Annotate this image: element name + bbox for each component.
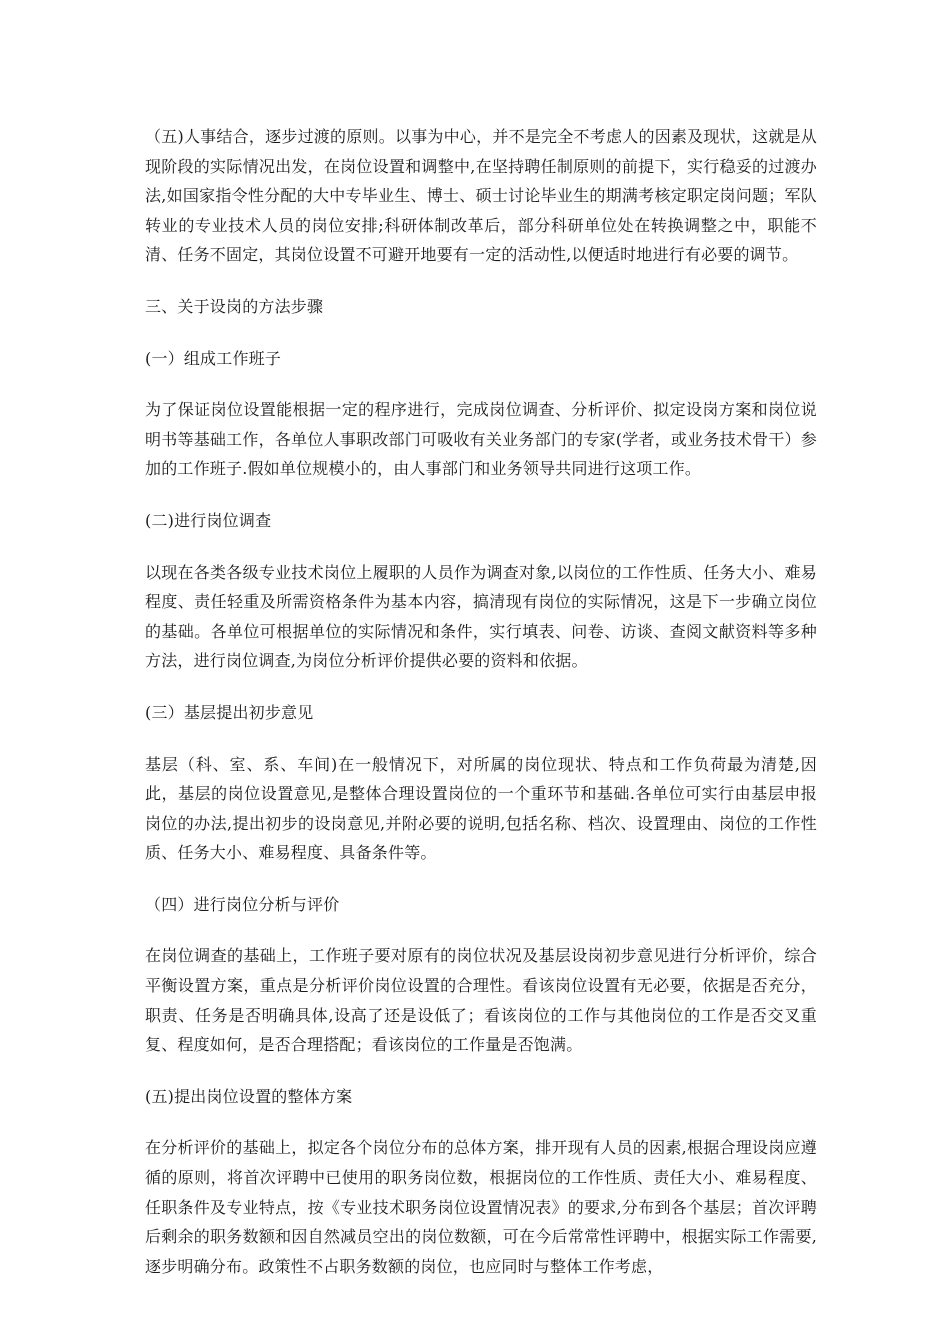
paragraph-step-4: 在岗位调查的基础上，工作班子要对原有的岗位状况及基层设岗初步意见进行分析评价，综合平衡设置方案，重点是分析评价岗位设置的合理性。看该岗位设置有无必要，依据是否充分，职责、任务是否明确具体,设高了还是设低了；看该岗位的工作与其他岗位的工作是否交叉重复、程度如何，是否合理搭配；看该岗位的工作量是否饱满。 bbox=[145, 946, 817, 1055]
step-heading-4: （四）进行岗位分析与评价 bbox=[145, 894, 340, 914]
paragraph-step-3: 基层（科、室、系、车间)在一般情况下，对所属的岗位现状、特点和工作负荷最为清楚,因此，基层的岗位设置意见,是整体合理设置岗位的一个重环节和基础.各单位可实行由基层申报岗位的办法,提出初步的设岗意见,并附必要的说明,包括名称、档次、设置理由、岗位的工作性质、任务大小、难易程度、具备条件等。 bbox=[145, 754, 817, 863]
paragraph-principle-5: （五)人事结合，逐步过渡的原则。以事为中心，并不是完全不考虑人的因素及现状，这就是从现阶段的实际情况出发，在岗位设置和调整中,在坚持聘任制原则的前提下，实行稳妥的过渡办法,如国家指令性分配的大中专毕业生、博士、硕士讨论毕业生的期满考核定职定岗问题；军队转业的专业技术人员的岗位安排;科研体制改革后，部分科研单位处在转换调整之中，职能不清、任务不固定，其岗位设置不可避开地要有一定的活动性,以便适时地进行有必要的调节。 bbox=[145, 127, 817, 265]
paragraph-step-1: 为了保证岗位设置能根据一定的程序进行，完成岗位调查、分析评价、拟定设岗方案和岗位说明书等基础工作，各单位人事职改部门可吸收有关业务部门的专家(学者，或业务技术骨干）参加的工作班子.假如单位规模小的，由人事部门和业务领导共同进行这项工作。 bbox=[145, 400, 817, 479]
step-heading-2: (二)进行岗位调查 bbox=[145, 510, 272, 530]
step-heading-5: (五)提出岗位设置的整体方案 bbox=[145, 1086, 353, 1106]
paragraph-step-2: 以现在各类各级专业技术岗位上履职的人员作为调查对象,以岗位的工作性质、任务大小、难易程度、责任轻重及所需资格条件为基本内容，搞清现有岗位的实际情况，这是下一步确立岗位的基础。各单位可根据单位的实际情况和条件，实行填表、问卷、访谈、查阅文献资料等多种方法，进行岗位调查,为岗位分析评价提供必要的资料和依据。 bbox=[145, 562, 817, 671]
step-heading-3: (三）基层提出初步意见 bbox=[145, 702, 314, 722]
step-heading-1: (一）组成工作班子 bbox=[145, 348, 282, 368]
document-body bbox=[145, 122, 817, 1303]
section-heading-3: 三、关于设岗的方法步骤 bbox=[145, 296, 324, 316]
paragraph-step-5: 在分析评价的基础上，拟定各个岗位分布的总体方案，排开现有人员的因素,根据合理设岗应遵循的原则，将首次评聘中已使用的职务岗位数，根据岗位的工作性质、责任大小、难易程度、任职条件及专业特点，按《专业技术职务岗位设置情况表》的要求,分布到各个基层；首次评聘后剩余的职务数额和因自然减员空出的岗位数额，可在今后常常性评聘中，根据实际工作需要,逐步明确分布。政策性不占职务数额的岗位，也应同时与整体工作考虑， bbox=[145, 1138, 817, 1276]
